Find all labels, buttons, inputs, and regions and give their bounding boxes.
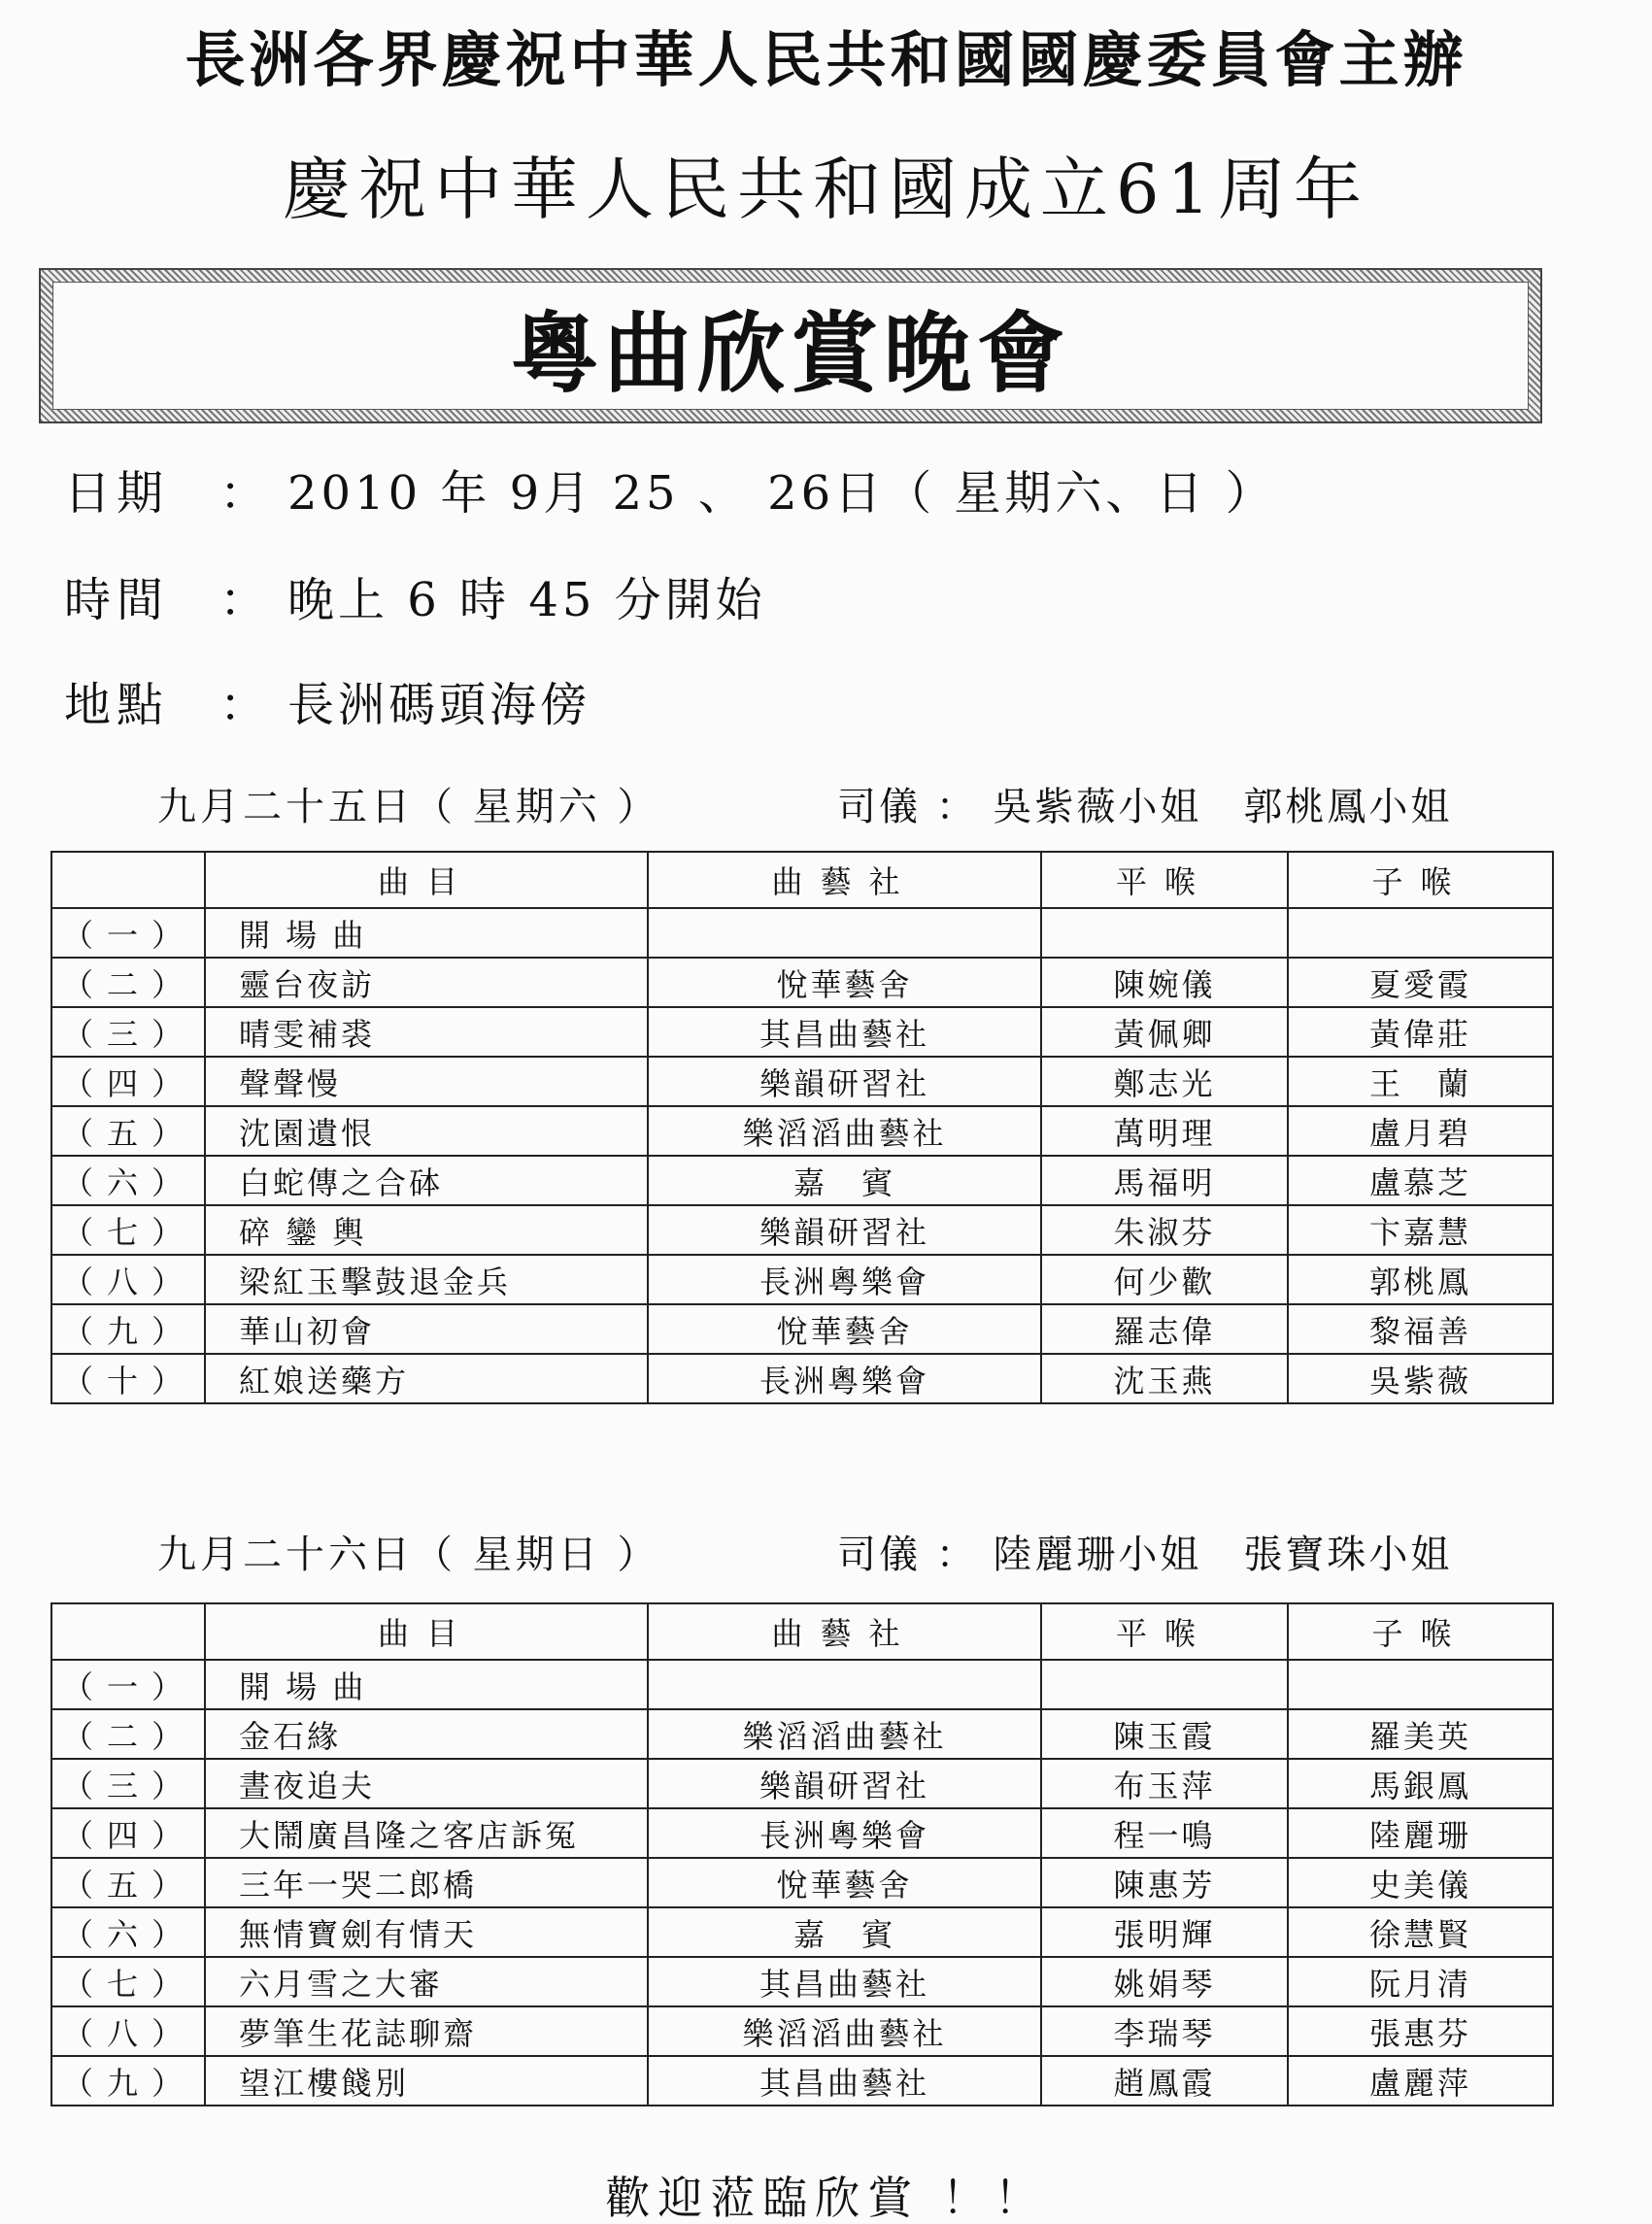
- table-row: [51, 1304, 1553, 1354]
- cell-female: 吳紫薇: [1288, 1354, 1553, 1403]
- table-row: [51, 1808, 1553, 1858]
- cell-female: [1288, 908, 1553, 958]
- table-row: [51, 1907, 1553, 1957]
- cell-title: 開 場 曲: [205, 908, 648, 958]
- cell-male: 黃佩卿: [1041, 1007, 1288, 1057]
- cell-title: 無情寶劍有情天: [205, 1907, 648, 1957]
- welcome-message: 歡迎蒞臨欣賞 ！！: [605, 2172, 1047, 2224]
- title-frame: [39, 268, 1542, 423]
- title-frame-inner: [52, 282, 1529, 410]
- cell-troupe: 長洲粵樂會: [648, 1255, 1041, 1304]
- cell-female: 夏愛霞: [1288, 958, 1553, 1007]
- cell-num: （三）: [51, 1759, 205, 1808]
- day1-program-table: [51, 851, 1554, 1404]
- cell-num: （六）: [51, 1156, 205, 1205]
- cell-female: 盧月碧: [1288, 1106, 1553, 1156]
- cell-num: （二）: [51, 958, 205, 1007]
- cell-female: 郭桃鳳: [1288, 1255, 1553, 1304]
- cell-male: 陳惠芳: [1041, 1858, 1288, 1907]
- day1-rows: [51, 908, 1553, 1403]
- time-row: [64, 571, 766, 629]
- event-title: 粵曲欣賞晚會: [511, 303, 1070, 405]
- cell-female: [1288, 1660, 1553, 1709]
- cell-female: 史美儀: [1288, 1858, 1553, 1907]
- day2-date: 九月二十六日（ 星期日 ）: [157, 1533, 660, 1577]
- cell-male: 李瑞琴: [1041, 2006, 1288, 2056]
- cell-num: （一）: [51, 1660, 205, 1709]
- date-row: [64, 464, 1276, 522]
- header-troupe: 曲藝社: [648, 1603, 1041, 1660]
- cell-female: 馬銀鳳: [1288, 1759, 1553, 1808]
- time-label: 時間: [64, 573, 170, 627]
- cell-troupe: 樂韻研習社: [648, 1057, 1041, 1106]
- date-colon: ：: [219, 466, 267, 521]
- day2-mc: 司儀 ： 陸麗珊小姐 張寶珠小姐: [837, 1533, 1453, 1577]
- venue-colon: ：: [219, 678, 267, 732]
- day1-date: 九月二十五日（ 星期六 ）: [157, 785, 660, 829]
- header-male: 平喉: [1041, 1603, 1288, 1660]
- header-num: [51, 852, 205, 908]
- cell-troupe: 悅華藝舍: [648, 958, 1041, 1007]
- cell-male: 趙鳳霞: [1041, 2056, 1288, 2106]
- table-header-row: [51, 1603, 1553, 1660]
- cell-title: 望江樓餞別: [205, 2056, 648, 2106]
- cell-male: 馬福明: [1041, 1156, 1288, 1205]
- table-row: [51, 1007, 1553, 1057]
- header-title: 曲目: [205, 1603, 648, 1660]
- cell-title: 華山初會: [205, 1304, 648, 1354]
- cell-male: 布玉萍: [1041, 1759, 1288, 1808]
- cell-num: （三）: [51, 1007, 205, 1057]
- table-row: [51, 1156, 1553, 1205]
- header-female: 子喉: [1288, 1603, 1553, 1660]
- venue-label: 地點: [64, 678, 170, 732]
- cell-title: 碎 鑾 輿: [205, 1205, 648, 1255]
- date-value: 2010 年 9月 25 、 26日（ 星期六、日 ）: [287, 466, 1276, 521]
- cell-title: 三年一哭二郎橋: [205, 1858, 648, 1907]
- venue-row: [64, 676, 590, 734]
- cell-troupe: 長洲粵樂會: [648, 1354, 1041, 1403]
- venue-value: 長洲碼頭海傍: [287, 678, 591, 732]
- day1-heading: [157, 783, 1517, 831]
- cell-female: 陸麗珊: [1288, 1808, 1553, 1858]
- cell-troupe: 樂滔滔曲藝社: [648, 1709, 1041, 1759]
- cell-troupe: 嘉 賓: [648, 1156, 1041, 1205]
- cell-male: [1041, 908, 1288, 958]
- cell-troupe: 其昌曲藝社: [648, 1957, 1041, 2006]
- cell-num: （六）: [51, 1907, 205, 1957]
- organizer-line: 長洲各界慶祝中華人民共和國國慶委員會主辦: [185, 24, 1467, 95]
- cell-troupe: [648, 908, 1041, 958]
- cell-male: 羅志偉: [1041, 1304, 1288, 1354]
- header-male: 平喉: [1041, 852, 1288, 908]
- cell-num: （七）: [51, 1957, 205, 2006]
- time-colon: ：: [219, 573, 267, 627]
- day2-rows: [51, 1660, 1553, 2106]
- cell-female: 盧麗萍: [1288, 2056, 1553, 2106]
- table-row: [51, 2006, 1553, 2056]
- day2-heading: [157, 1531, 1517, 1579]
- cell-title: 晝夜追夫: [205, 1759, 648, 1808]
- cell-title: 夢筆生花誌聊齋: [205, 2006, 648, 2056]
- day1-mc: 司儀 ： 吳紫薇小姐 郭桃鳳小姐: [837, 785, 1453, 829]
- cell-troupe: 悅華藝舍: [648, 1858, 1041, 1907]
- cell-num: （十）: [51, 1354, 205, 1403]
- cell-title: 紅娘送藥方: [205, 1354, 648, 1403]
- cell-female: 卞嘉慧: [1288, 1205, 1553, 1255]
- date-label: 日期: [64, 466, 170, 521]
- table-row: [51, 1354, 1553, 1403]
- cell-troupe: 其昌曲藝社: [648, 2056, 1041, 2106]
- cell-troupe: 樂滔滔曲藝社: [648, 1106, 1041, 1156]
- cell-title: 白蛇傳之合砵: [205, 1156, 648, 1205]
- celebration-subtitle: 慶祝中華人民共和國成立61周年: [282, 150, 1370, 229]
- cell-female: 王 蘭: [1288, 1057, 1553, 1106]
- cell-title: 聲聲慢: [205, 1057, 648, 1106]
- table-row: [51, 1709, 1553, 1759]
- cell-male: 鄭志光: [1041, 1057, 1288, 1106]
- table-row: [51, 908, 1553, 958]
- cell-male: 陳婉儀: [1041, 958, 1288, 1007]
- cell-male: [1041, 1660, 1288, 1709]
- cell-troupe: 樂滔滔曲藝社: [648, 2006, 1041, 2056]
- cell-num: （五）: [51, 1106, 205, 1156]
- cell-title: 金石緣: [205, 1709, 648, 1759]
- table-row: [51, 1205, 1553, 1255]
- cell-title: 大鬧廣昌隆之客店訴冤: [205, 1808, 648, 1858]
- cell-title: 靈台夜訪: [205, 958, 648, 1007]
- time-value: 晚上 6 時 45 分開始: [287, 573, 766, 627]
- cell-title: 梁紅玉擊鼓退金兵: [205, 1255, 648, 1304]
- cell-female: 阮月清: [1288, 1957, 1553, 2006]
- cell-male: 張明輝: [1041, 1907, 1288, 1957]
- cell-num: （八）: [51, 1255, 205, 1304]
- cell-troupe: 樂韻研習社: [648, 1205, 1041, 1255]
- cell-male: 沈玉燕: [1041, 1354, 1288, 1403]
- cell-num: （四）: [51, 1057, 205, 1106]
- cell-num: （九）: [51, 2056, 205, 2106]
- header-title: 曲目: [205, 852, 648, 908]
- cell-num: （一）: [51, 908, 205, 958]
- table-row: [51, 1957, 1553, 2006]
- header-troupe: 曲藝社: [648, 852, 1041, 908]
- cell-female: 黎福善: [1288, 1304, 1553, 1354]
- cell-num: （八）: [51, 2006, 205, 2056]
- cell-female: 張惠芬: [1288, 2006, 1553, 2056]
- cell-num: （七）: [51, 1205, 205, 1255]
- header-female: 子喉: [1288, 852, 1553, 908]
- cell-male: 萬明理: [1041, 1106, 1288, 1156]
- cell-title: 沈園遺恨: [205, 1106, 648, 1156]
- day2-program-table: [51, 1602, 1554, 2106]
- cell-troupe: 嘉 賓: [648, 1907, 1041, 1957]
- cell-num: （四）: [51, 1808, 205, 1858]
- cell-num: （九）: [51, 1304, 205, 1354]
- table-row: [51, 1660, 1553, 1709]
- cell-female: 盧慕芝: [1288, 1156, 1553, 1205]
- cell-troupe: 樂韻研習社: [648, 1759, 1041, 1808]
- cell-title: 開 場 曲: [205, 1660, 648, 1709]
- cell-male: 陳玉霞: [1041, 1709, 1288, 1759]
- table-row: [51, 2056, 1553, 2106]
- cell-troupe: 悅華藝舍: [648, 1304, 1041, 1354]
- table-row: [51, 1255, 1553, 1304]
- table-row: [51, 1858, 1553, 1907]
- cell-female: 徐慧賢: [1288, 1907, 1553, 1957]
- table-row: [51, 1759, 1553, 1808]
- cell-male: 何少歡: [1041, 1255, 1288, 1304]
- cell-troupe: 長洲粵樂會: [648, 1808, 1041, 1858]
- header-num: [51, 1603, 205, 1660]
- table-row: [51, 958, 1553, 1007]
- cell-male: 程一鳴: [1041, 1808, 1288, 1858]
- cell-troupe: [648, 1660, 1041, 1709]
- table-row: [51, 1057, 1553, 1106]
- cell-troupe: 其昌曲藝社: [648, 1007, 1041, 1057]
- cell-female: 羅美英: [1288, 1709, 1553, 1759]
- cell-num: （五）: [51, 1858, 205, 1907]
- cell-male: 朱淑芬: [1041, 1205, 1288, 1255]
- table-header-row: [51, 852, 1553, 908]
- cell-num: （二）: [51, 1709, 205, 1759]
- cell-title: 晴雯補裘: [205, 1007, 648, 1057]
- cell-female: 黃偉莊: [1288, 1007, 1553, 1057]
- cell-title: 六月雪之大審: [205, 1957, 648, 2006]
- table-row: [51, 1106, 1553, 1156]
- cell-male: 姚娟琴: [1041, 1957, 1288, 2006]
